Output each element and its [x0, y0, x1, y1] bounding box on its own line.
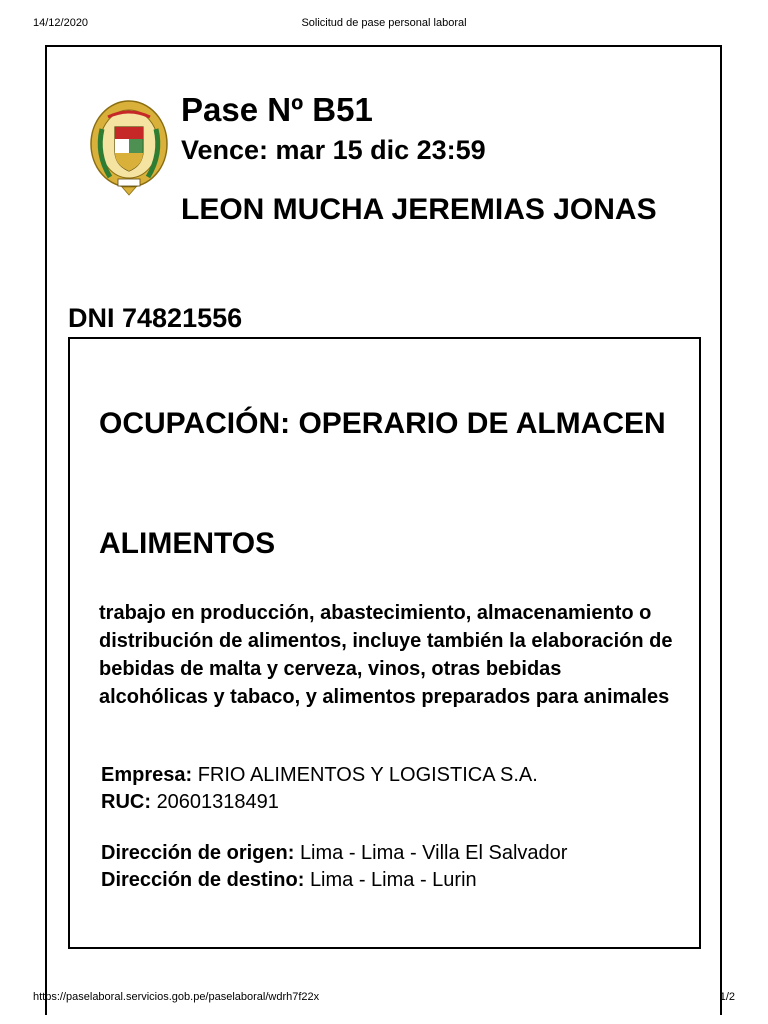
- sector-description: trabajo en producción, abastecimiento, almacenamiento o distribución de alimentos, incluye también la elaboración de bebidas de malta y cerveza, vinos, otras bebidas alcohólicas y tabaco, y alimentos preparados para animales: [99, 602, 673, 708]
- origin-address-label: Dirección de origen:: [101, 842, 295, 864]
- holder-dni: DNI 74821556: [68, 303, 243, 333]
- print-footer: [0, 991, 768, 1007]
- print-url: https://paselaboral.servicios.gob.pe/paselaboral/wdrh7f22x: [33, 991, 320, 1003]
- police-shield-emblem-icon: [88, 99, 170, 197]
- company-label: Empresa:: [101, 764, 193, 786]
- print-title: Solicitud de pase personal laboral: [301, 17, 467, 29]
- print-page-number: 1/2: [719, 991, 735, 1003]
- destination-address-label: Dirección de destino:: [101, 869, 305, 891]
- pass-expiry: Vence: mar 15 dic 23:59: [181, 135, 486, 165]
- ruc-line: [101, 789, 279, 815]
- company-line: [101, 762, 538, 788]
- origin-address-value: Lima - Lima - Villa El Salvador: [299, 842, 568, 864]
- destination-address-line: [101, 867, 477, 893]
- sector: ALIMENTOS: [99, 527, 276, 560]
- ruc-label: RUC:: [101, 791, 151, 813]
- company-value: FRIO ALIMENTOS Y LOGISTICA S.A.: [197, 764, 538, 786]
- origin-address-line: [101, 840, 567, 866]
- holder-name: LEON MUCHA JEREMIAS JONAS: [181, 193, 657, 226]
- print-date: 14/12/2020: [33, 17, 89, 29]
- pass-number: Pase Nº B51: [181, 91, 373, 128]
- occupation: OCUPACIÓN: OPERARIO DE ALMACEN: [99, 407, 666, 440]
- ruc-value: 20601318491: [156, 791, 279, 813]
- destination-address-value: Lima - Lima - Lurin: [309, 869, 477, 891]
- print-header: [0, 17, 768, 33]
